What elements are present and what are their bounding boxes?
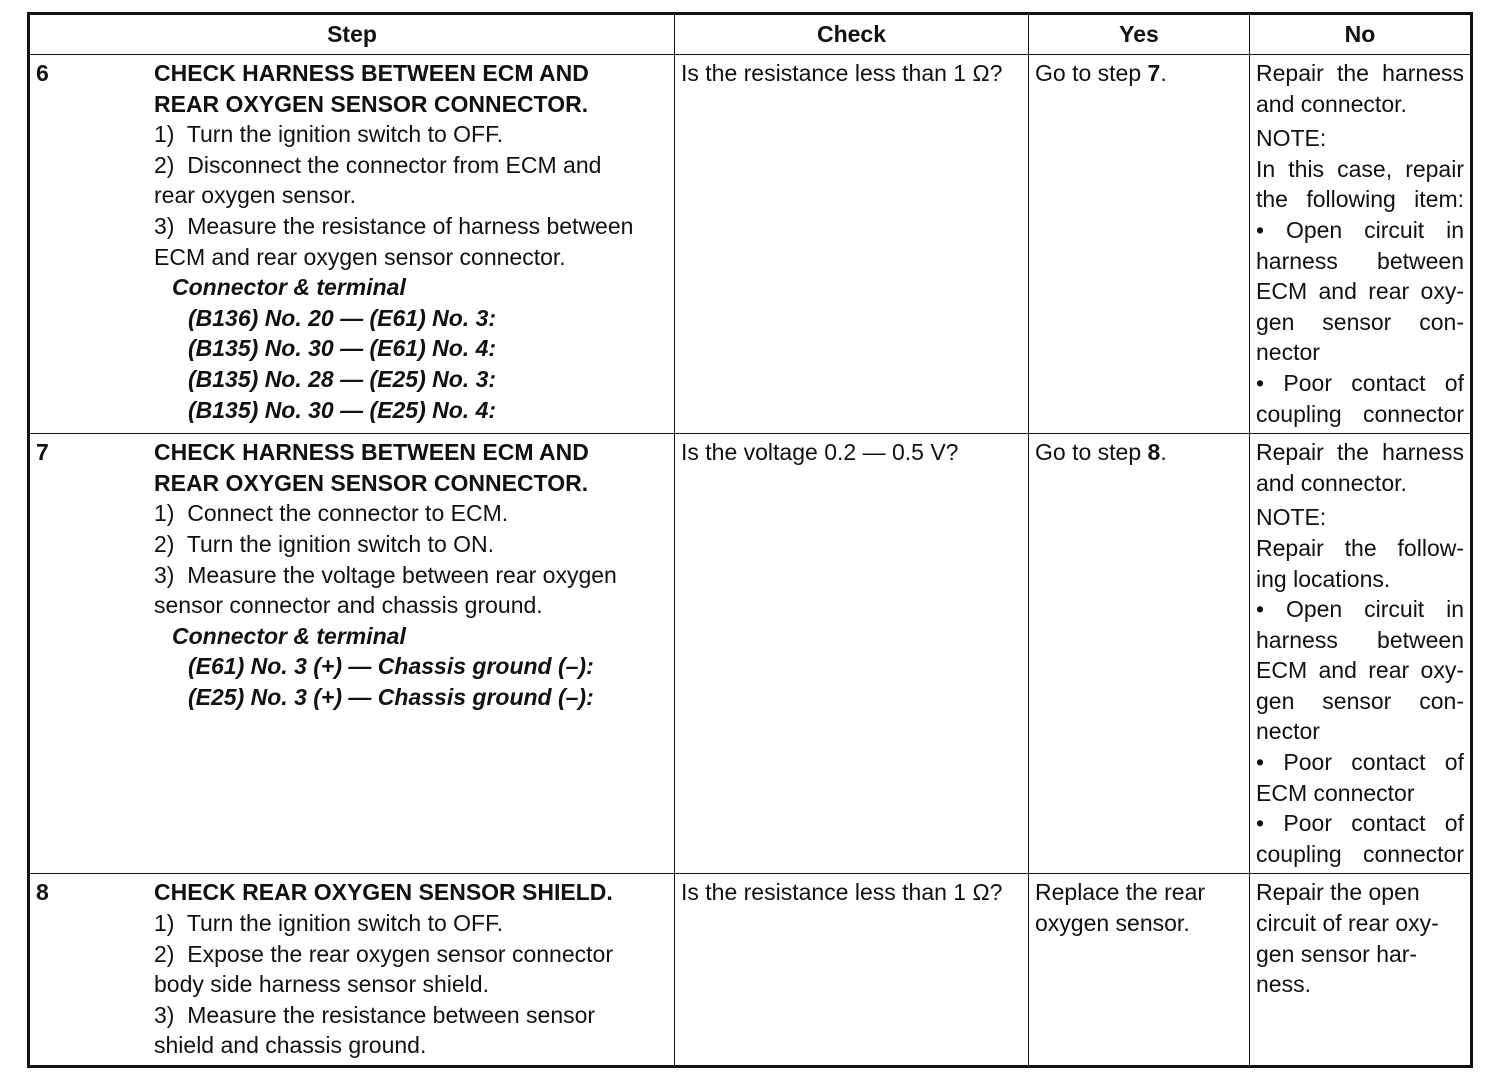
check-cell: Is the resistance less than 1 Ω? (675, 55, 1029, 434)
step-instruction: 2) Turn the ignition switch to ON. (154, 530, 495, 557)
step-instruction: ECM and rear oxygen sensor connector. (154, 243, 566, 270)
check-cell: Is the voltage 0.2 — 0.5 V? (675, 434, 1029, 874)
no-line: Repair the follow- (1256, 534, 1464, 561)
terminal-spec: (E25) No. 3 (+) — Chassis ground (–): (188, 683, 594, 710)
no-line: circuit of rear oxy- (1256, 910, 1439, 937)
no-line: • Poor contact of (1256, 369, 1464, 396)
table-row (29, 874, 1472, 1067)
no-line: harness between (1256, 247, 1464, 274)
table-row (29, 434, 1472, 874)
step-instruction: rear oxygen sensor. (154, 182, 357, 209)
step-title: REAR OXYGEN SENSOR CONNECTOR. (154, 90, 589, 117)
no-line: • Open circuit in (1256, 216, 1464, 243)
no-line: ECM connector (1256, 779, 1415, 806)
header-row (29, 14, 1472, 55)
no-line: coupling connector (1256, 840, 1464, 867)
no-line: harness between (1256, 626, 1464, 653)
step-instruction: shield and chassis ground. (154, 1032, 427, 1059)
step-instruction: sensor connector and chassis ground. (154, 592, 543, 619)
step-title: REAR OXYGEN SENSOR CONNECTOR. (154, 469, 589, 496)
no-line: • Open circuit in (1256, 596, 1464, 623)
step-instruction: 1) Turn the ignition switch to OFF. (154, 910, 503, 937)
step-instruction: 1) Turn the ignition switch to OFF. (154, 121, 503, 148)
yes-step-number: 7 (1147, 60, 1161, 86)
no-line: Repair the open (1256, 879, 1420, 906)
connector-heading: Connector & terminal (172, 274, 406, 301)
step-instruction: 3) Measure the resistance of harness between (154, 212, 634, 239)
no-line: ECM and rear oxy- (1256, 657, 1464, 684)
no-cell (1250, 55, 1472, 434)
step-title: CHECK HARNESS BETWEEN ECM AND (154, 439, 589, 466)
no-line: Repair the harness (1256, 439, 1464, 466)
yes-step-number: 8 (1147, 439, 1161, 466)
no-line: ECM and rear oxy- (1256, 278, 1464, 305)
table-row (29, 55, 1472, 434)
no-cell (1250, 434, 1472, 874)
no-line: gen sensor con- (1256, 687, 1464, 714)
step-number: 7 (36, 439, 49, 466)
header-no: No (1250, 14, 1472, 55)
step-instruction: body side harness sensor shield. (154, 971, 489, 998)
yes-cell (1029, 55, 1250, 434)
yes-text: Go to step (1035, 439, 1148, 466)
yes-text: Go to step (1035, 60, 1148, 86)
terminal-spec: (B135) No. 30 — (E61) No. 4: (188, 335, 497, 362)
terminal-spec: (B135) No. 28 — (E25) No. 3: (188, 365, 497, 392)
step-title: CHECK REAR OXYGEN SENSOR SHIELD. (154, 879, 613, 906)
header-check: Check (675, 14, 1029, 55)
step-instruction: 3) Measure the resistance between sensor (154, 1001, 596, 1028)
step-instruction: 2) Disconnect the connector from ECM and (154, 151, 602, 178)
yes-cell (1029, 434, 1250, 874)
no-cell (1250, 874, 1472, 1067)
yes-cell (1029, 874, 1250, 1067)
yes-line: Replace the rear (1035, 879, 1206, 906)
no-line: ing locations. (1256, 565, 1391, 592)
yes-text-end: . (1160, 60, 1167, 86)
note-label: NOTE: (1256, 504, 1327, 531)
step-instruction: 3) Measure the voltage between rear oxygen (154, 561, 617, 588)
no-line: • Poor contact of (1256, 810, 1464, 837)
no-line: ness. (1256, 971, 1311, 998)
no-line: and connector. (1256, 469, 1407, 496)
step-cell (29, 434, 675, 874)
step-number: 6 (36, 60, 49, 86)
step-instruction: 2) Expose the rear oxygen sensor connector (154, 940, 613, 967)
diagnostic-table (27, 12, 1473, 1068)
terminal-spec: (B136) No. 20 — (E61) No. 3: (188, 304, 497, 331)
step-instruction: 1) Connect the connector to ECM. (154, 500, 509, 527)
connector-heading: Connector & terminal (172, 622, 406, 649)
no-line: Repair the harness (1256, 60, 1464, 86)
no-line: • Poor contact of (1256, 749, 1464, 776)
no-line: nector (1256, 339, 1320, 366)
no-line: and connector. (1256, 90, 1407, 117)
yes-text-end: . (1160, 439, 1167, 466)
header-yes: Yes (1029, 14, 1250, 55)
note-label: NOTE: (1256, 125, 1327, 152)
no-line: In this case, repair (1256, 155, 1464, 182)
yes-line: oxygen sensor. (1035, 910, 1190, 937)
no-line: gen sensor har- (1256, 940, 1418, 967)
step-title: CHECK HARNESS BETWEEN ECM AND (154, 60, 589, 86)
no-line: nector (1256, 718, 1320, 745)
step-cell (29, 874, 675, 1067)
header-step: Step (29, 14, 675, 55)
check-cell: Is the resistance less than 1 Ω? (675, 874, 1029, 1067)
terminal-spec: (E61) No. 3 (+) — Chassis ground (–): (188, 653, 594, 680)
no-line: gen sensor con- (1256, 308, 1464, 335)
no-line: coupling connector (1256, 400, 1464, 427)
no-line: the following item: (1256, 186, 1464, 213)
step-cell (29, 55, 675, 434)
step-number: 8 (36, 879, 49, 906)
terminal-spec: (B135) No. 30 — (E25) No. 4: (188, 396, 497, 423)
